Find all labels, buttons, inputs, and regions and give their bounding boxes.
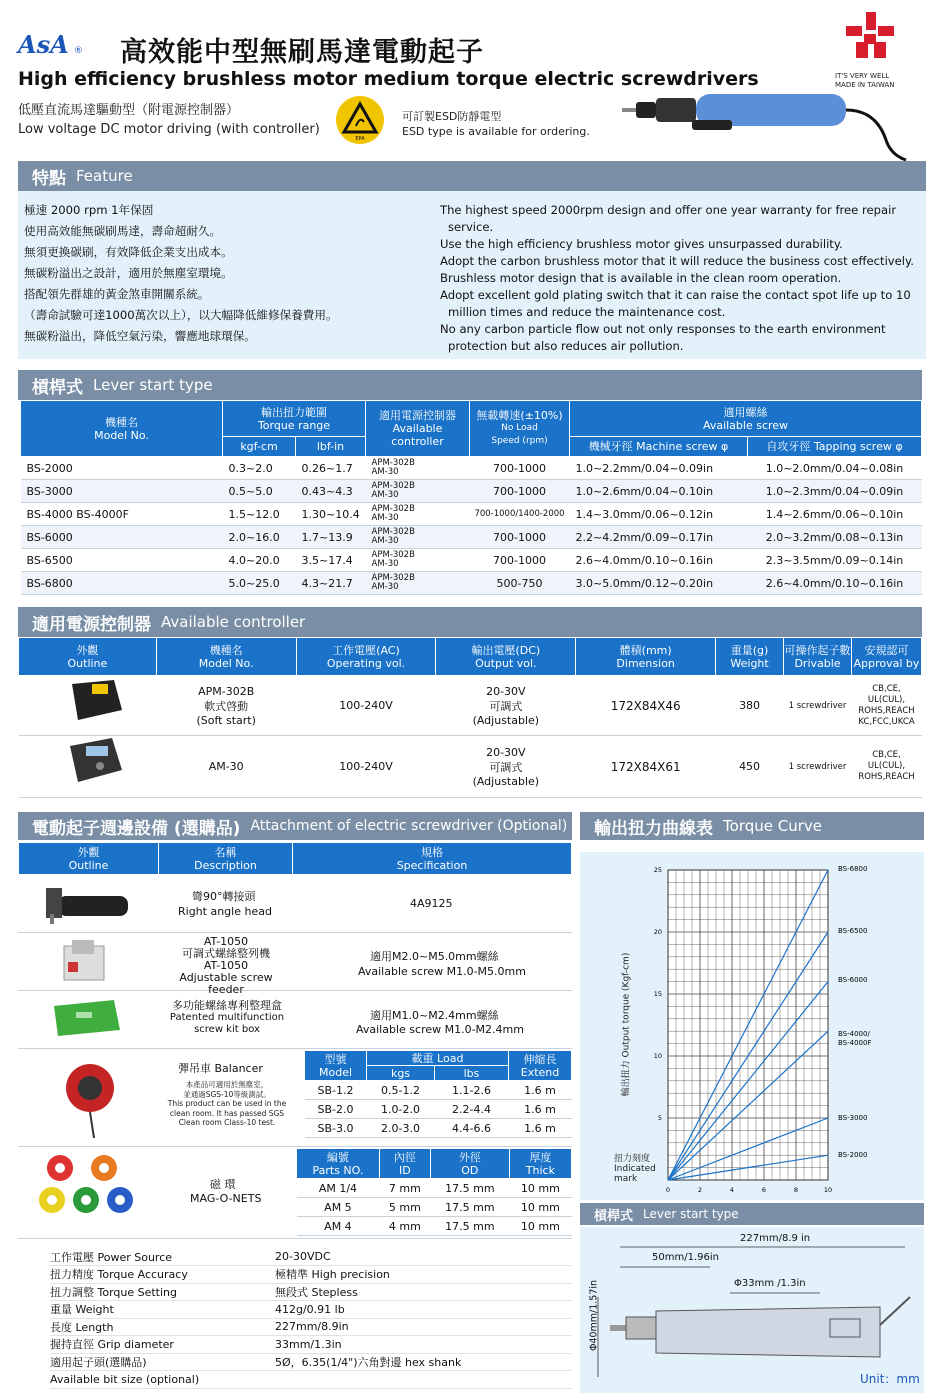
cell-drivable: 1 screwdriver (784, 736, 852, 798)
balancer-title: 彈吊車 Balancer (178, 1062, 263, 1075)
cell: 10 mm (509, 1198, 571, 1217)
spec-row (50, 1283, 572, 1301)
series-label: BS-4000/ BS-4000F (838, 1030, 872, 1047)
x-tick-label: 0 (665, 1186, 671, 1194)
cell-kgf: 0.3~2.0 (223, 457, 296, 480)
cell: 1.6 m (509, 1119, 572, 1138)
table-row (297, 1217, 572, 1236)
cell: 17.5 mm (430, 1179, 509, 1198)
cell-controller: APM-302B AM-30 (366, 572, 470, 595)
cell-speed: 700-1000 (470, 480, 570, 503)
cell-machine: 2.6~4.0mm/0.10~0.16in (570, 549, 748, 572)
controller-header: 體積(mm) Dimension (576, 638, 716, 676)
feature-en-item: No any carbon particle flow out not only responses to the earth environment (440, 322, 886, 336)
screw-feeder-image (58, 936, 114, 986)
series-label: BS-6500 (838, 927, 868, 935)
cell-machine: 1.0~2.2mm/0.04~0.09in (570, 457, 748, 480)
table-row (21, 480, 922, 503)
spec-value: 5Ø，6.35(1/4")六角對邊 hex shank (275, 1353, 572, 1371)
cell-approval: CB,CE, UL(CUL), ROHS,REACH KC,FCC,UKCA (851, 676, 921, 736)
table-row (19, 736, 922, 798)
cell: 1.0-2.0 (367, 1100, 435, 1119)
controller-header: 機種名 Model No. (156, 638, 296, 676)
spec-label: 重量 Weight (50, 1301, 275, 1319)
esd-note-en: ESD type is available for ordering. (402, 125, 590, 138)
spec-value: 20-30VDC (275, 1248, 572, 1266)
cell-tapping: 2.6~4.0mm/0.10~0.16in (748, 572, 922, 595)
spec-label: Available bit size (optional) (50, 1371, 275, 1389)
kit-box-name: 多功能螺絲專利整理盒 Patented multifunction screw kit box (169, 999, 285, 1035)
torque-ylabel: 輸出扭力 Output torque (Kgf-cm) (621, 952, 632, 1097)
feature-en-item: Use the high efficiency brushless motor gives unsurpassed durability. (440, 237, 843, 251)
cell-kgf: 0.5~5.0 (223, 480, 296, 503)
y-tick-label: 25 (653, 866, 662, 874)
spec-label: 長度 Length (50, 1318, 275, 1336)
cell: AM 5 (297, 1198, 380, 1217)
spec-label: 扭力精度 Torque Accuracy (50, 1266, 275, 1284)
torque-chart (580, 852, 924, 1200)
feature-en-item: service. (448, 220, 494, 234)
spec-row (50, 1318, 572, 1336)
torque-heading: 輸出扭力曲線表 Torque Curve (580, 812, 924, 840)
cell: AM 1/4 (297, 1179, 380, 1198)
controller-header: 可操作起子數 Drivable (784, 638, 852, 676)
cell-dim: 172X84X46 (576, 676, 716, 736)
cell: 1.1-2.6 (435, 1081, 509, 1100)
right-angle-name-cn: 彎90°轉接頭 (192, 890, 256, 903)
cell-weight: 380 (716, 676, 784, 736)
x-tick-label: 4 (729, 1186, 735, 1194)
cell-vin: 100-240V (296, 676, 436, 736)
table-row (21, 572, 922, 595)
esd-warning-icon (336, 96, 384, 144)
feeder-spec-cn: 適用M2.0~M5.0mm螺絲 (370, 950, 499, 963)
brand-logo: AsA ® (18, 30, 83, 59)
feature-en-item: protection but also reduces air pollution. (448, 339, 684, 353)
x-tick-label: 8 (793, 1186, 799, 1194)
cell: SB-2.0 (305, 1100, 367, 1119)
spec-label: 適用起子頭(選購品) (50, 1353, 275, 1371)
controller-header: 工作電壓(AC) Operating vol. (296, 638, 436, 676)
cell: 10 mm (509, 1179, 571, 1198)
cell-lbf: 3.5~17.4 (296, 549, 366, 572)
lever-table: 機種名 Model No. 輸出扭力範圍 Torque range 適用電源控制器 Available controller 無載轉速(±10%) No Load Speed (rpm) 適用螺絲 Available screw kgf-cm lbf-in 機械牙徑 Machine screw φ 自攻牙徑 Tapping screw φ BS-2000 0.3~2.0 0.26~1.7 APM-302B AM-30 700-1000 1.0~2.2mm/0.04~0.09in 1.0~2.0mm/0.04~0.08in BS-3000 0.5~5.0 0.43~4.3 APM-302B AM-30 700-1000 1.0~2.6mm/0.04~0.10in 1.0~2.3mm/0.04~0.09in BS-4000 BS-4000F 1.5~12.0 1.30~10.4 APM-302B AM-30 700-1000/1400-2000 1.4~3.0mm/0.06~0.12in 1.4~2.6mm/0.06~0.10in BS-6000 2.0~16.0 1.7~13.9 APM-302B AM-30 700-1000 2.2~4.2mm/0.09~0.17in 2.0~3.2mm/0.08~0.13in BS-6500 4.0~20.0 3.5~17.4 APM-302B AM-30 700-1000 2.6~4.0mm/0.10~0.16in 2.3~3.5mm/0.09~0.14in BS-6800 5.0~25.0 4.3~21.7 APM-302B AM-30 500-750 3.0~5.0mm/0.12~0.20in 2.6~4.0mm/0.10~0.16in (20, 400, 922, 595)
cell-speed: 700-1000 (470, 457, 570, 480)
attachment-header: 外觀 Outline 名稱 Description 規格 Specification (18, 842, 572, 875)
cell-model: AM-30 (156, 736, 296, 798)
y-tick-label: 15 (653, 990, 662, 998)
cell-tapping: 1.4~2.6mm/0.06~0.10in (748, 503, 922, 526)
feature-en-item: The highest speed 2000rpm design and offer one year warranty for free repair (440, 203, 897, 217)
cell-controller: APM-302B AM-30 (366, 457, 470, 480)
table-row (21, 503, 922, 526)
feature-cn-item: 使用高效能無碳刷馬達，壽命超耐久。 (24, 224, 222, 238)
controller-header: 外觀 Outline (19, 638, 157, 676)
cell-lbf: 0.43~4.3 (296, 480, 366, 503)
feeder-name: AT-1050 可調式螺絲整列機 AT-1050 Adjustable screw feeder (179, 935, 273, 996)
feature-en-item: million times and reduce the maintenance cost. (448, 305, 726, 319)
series-label: BS-3000 (838, 1114, 868, 1122)
feature-cn-item: 無碳粉溢出之設計，適用於無塵室環境。 (24, 266, 233, 280)
y-tick-label: 10 (653, 1052, 662, 1060)
cell: 0.5-1.2 (367, 1081, 435, 1100)
table-row (305, 1100, 572, 1119)
controller-heading: 適用電源控制器 Available controller (18, 607, 922, 637)
mag-header: 外徑 OD (430, 1149, 509, 1179)
feature-en-item: Brushless motor design that is available in the clean room operation. (440, 271, 842, 285)
screw-kit-box-image (50, 996, 122, 1040)
controller-header: 輸出電壓(DC) Output vol. (436, 638, 576, 676)
dimension-heading: 槓桿式 Lever start type (580, 1203, 924, 1225)
cell-drivable: 1 screwdriver (784, 676, 852, 736)
cell-model: BS-6500 (21, 549, 223, 572)
mag-header: 編號 Parts NO. (297, 1149, 380, 1179)
cell: 4 mm (379, 1217, 430, 1236)
controller-am30-image (62, 736, 124, 786)
cell: 7 mm (379, 1179, 430, 1198)
kit-box-spec-cn: 適用M1.0~M2.4mm螺絲 (370, 1009, 499, 1022)
spec-value: 227mm/8.9in (275, 1318, 572, 1336)
y-tick-label: 20 (653, 928, 662, 936)
spec-value: 極精準 High precision (275, 1266, 572, 1284)
x-tick-label: 2 (697, 1186, 703, 1194)
cell-tapping: 2.0~3.2mm/0.08~0.13in (748, 526, 922, 549)
dim-total: 227mm/8.9 in (740, 1233, 811, 1244)
table-row (21, 526, 922, 549)
page-subtitle: High efficiency brushless motor medium torque electric screwdrivers (18, 68, 759, 90)
cell-controller: APM-302B AM-30 (366, 549, 470, 572)
feeder-spec-en: Available screw M1.0-M5.0mm (358, 965, 526, 978)
cell-lbf: 0.26~1.7 (296, 457, 366, 480)
cell-speed: 700-1000 (470, 526, 570, 549)
balancer-image (60, 1054, 130, 1142)
svg-text:EPA: EPA (355, 136, 365, 142)
spec-value: 無段式 Stepless (275, 1283, 572, 1301)
spec-label: 扭力調整 Torque Setting (50, 1283, 275, 1301)
cell-lbf: 4.3~21.7 (296, 572, 366, 595)
cell-model: BS-3000 (21, 480, 223, 503)
taiwan-line2: MADE IN TAIWAN (835, 81, 895, 89)
dim-front: 50mm/1.96in (652, 1252, 719, 1263)
spec-row (50, 1371, 572, 1389)
table-row (21, 457, 922, 480)
mag-name-en: MAG-O-NETS (190, 1192, 262, 1205)
cell-model: BS-2000 (21, 457, 223, 480)
drive-type-cn: 低壓直流馬達驅動型（附電源控制器） (18, 103, 240, 118)
cell-dim: 172X84X61 (576, 736, 716, 798)
cell-model: BS-6000 (21, 526, 223, 549)
cell: AM 4 (297, 1217, 380, 1236)
mag-table (296, 1148, 572, 1236)
made-in-taiwan-logo (838, 6, 902, 72)
spec-row (50, 1301, 572, 1319)
right-angle-spec: 4A9125 (410, 897, 453, 910)
controller-table (18, 637, 922, 798)
feature-cn-item: 無須更換碳刷，有效降低企業支出成本。 (24, 245, 233, 259)
dimension-drawing (580, 1227, 924, 1393)
x-tick-label: 10 (823, 1186, 833, 1194)
dim-diameter: Φ40mm/1.57in (588, 1279, 600, 1352)
spec-label: 握持直徑 Grip diameter (50, 1336, 275, 1354)
cell: 17.5 mm (430, 1217, 509, 1236)
cell-vout: 20-30V 可調式 (Adjustable) (436, 736, 576, 798)
spec-label: 工作電壓 Power Source (50, 1248, 275, 1266)
table-row (305, 1081, 572, 1100)
drive-type-en: Low voltage DC motor driving (with controller) (18, 122, 320, 137)
cell: 1.6 m (509, 1081, 572, 1100)
cell: 10 mm (509, 1217, 571, 1236)
spec-value: 412g/0.91 lb (275, 1301, 572, 1319)
table-row (297, 1198, 572, 1217)
spec-value: 33mm/1.3in (275, 1336, 572, 1354)
x-tick-label: 6 (761, 1186, 767, 1194)
series-label: BS-6000 (838, 976, 868, 984)
cell-speed: 700-1000/1400-2000 (470, 503, 570, 526)
spec-row (50, 1353, 572, 1371)
screwdriver-image (612, 80, 912, 170)
balancer-note: 本產品可適用於無塵室， 並通過SGS-10等級測試。 This product can be used in the clean room. It has passed SGS Clean room Class-10 test. (167, 1080, 287, 1127)
spec-row (50, 1266, 572, 1284)
feature-cn-item: 無碳粉溢出，降低空氣污染，響應地球環保。 (24, 329, 256, 343)
cell-model: BS-6800 (21, 572, 223, 595)
taiwan-line1: IT'S VERY WELL (835, 72, 890, 80)
table-row (19, 676, 922, 736)
feature-en-item: Adopt excellent gold plating switch that it can raise the contact spot life up to 10 (440, 288, 911, 302)
magnetic-rings-image (38, 1152, 138, 1218)
cell-vin: 100-240V (296, 736, 436, 798)
series-label: BS-6800 (838, 865, 868, 873)
cell-kgf: 5.0~25.0 (223, 572, 296, 595)
cell-machine: 3.0~5.0mm/0.12~0.20in (570, 572, 748, 595)
right-angle-name-en: Right angle head (178, 905, 272, 918)
table-row (297, 1179, 572, 1198)
cell-machine: 2.2~4.2mm/0.09~0.17in (570, 526, 748, 549)
cell-lbf: 1.30~10.4 (296, 503, 366, 526)
spec-table (50, 1248, 572, 1389)
cell-tapping: 1.0~2.3mm/0.04~0.09in (748, 480, 922, 503)
cell-weight: 450 (716, 736, 784, 798)
mag-header: 厚度 Thick (509, 1149, 571, 1179)
controller-header: 重量(g) Weight (716, 638, 784, 676)
spec-value (275, 1371, 572, 1389)
mag-header: 內徑 ID (379, 1149, 430, 1179)
spec-row (50, 1336, 572, 1354)
cell-lbf: 1.7~13.9 (296, 526, 366, 549)
feature-cn-item: 搭配領先群雄的黃金煞車開關系統。 (24, 287, 210, 301)
cell: 1.6 m (509, 1100, 572, 1119)
feature-cn-item: （壽命試驗可達1000萬次以上），以大幅降低維修保養費用。 (24, 308, 338, 322)
mag-name-cn: 磁 環 (210, 1178, 236, 1191)
cell: 2.0-3.0 (367, 1119, 435, 1138)
feature-cn-item: 極速 2000 rpm 1年保固 (24, 203, 154, 217)
cell: SB-3.0 (305, 1119, 367, 1138)
cell-model: BS-4000 BS-4000F (21, 503, 223, 526)
feature-heading: 特點 Feature (18, 161, 926, 191)
cell-kgf: 2.0~16.0 (223, 526, 296, 549)
cell-tapping: 2.3~3.5mm/0.09~0.14in (748, 549, 922, 572)
cell-tapping: 1.0~2.0mm/0.04~0.08in (748, 457, 922, 480)
cell: 17.5 mm (430, 1198, 509, 1217)
cell-kgf: 4.0~20.0 (223, 549, 296, 572)
cell-speed: 500-750 (470, 572, 570, 595)
lever-heading: 槓桿式 Lever start type (18, 370, 922, 400)
balancer-table: 型號 Model 載重 Load 伸縮長 Extend kgs lbs SB-1.2 0.5-1.2 1.1-2.6 1.6 m SB-2.0 1.0-2.0 2.2-4.4 1.6 m SB-3.0 2.0-3.0 4.4-6.6 1.6 m (304, 1050, 572, 1138)
right-angle-head-image (28, 878, 138, 926)
esd-note-cn: 可訂製ESD防靜電型 (402, 110, 502, 123)
cell: SB-1.2 (305, 1081, 367, 1100)
series-label: BS-2000 (838, 1151, 868, 1159)
controller-header: 安規認可 Approval by (851, 638, 921, 676)
feature-en-item: Adopt the carbon brushless motor that it will reduce the business cost effectively. (440, 254, 914, 268)
cell-machine: 1.4~3.0mm/0.06~0.12in (570, 503, 748, 526)
cell: 2.2-4.4 (435, 1100, 509, 1119)
cell-controller: APM-302B AM-30 (366, 526, 470, 549)
table-row (21, 549, 922, 572)
cell-controller: APM-302B AM-30 (366, 480, 470, 503)
y-tick-label: 5 (657, 1114, 662, 1122)
cell: 4.4-6.6 (435, 1119, 509, 1138)
cell: 5 mm (379, 1198, 430, 1217)
page-title: 高效能中型無刷馬達電動起子 (120, 37, 484, 68)
attachment-heading: 電動起子週邊設備 (選購品) Attachment of electric screwdriver (Optional) (18, 812, 572, 840)
cell-vout: 20-30V 可調式 (Adjustable) (436, 676, 576, 736)
cell-machine: 1.0~2.6mm/0.04~0.10in (570, 480, 748, 503)
kit-box-spec-en: Available screw M1.0-M2.4mm (356, 1023, 524, 1036)
table-row (305, 1119, 572, 1138)
cell-model: APM-302B 軟式啓動 (Soft start) (156, 676, 296, 736)
cell-controller: APM-302B AM-30 (366, 503, 470, 526)
dim-grip: Φ33mm /1.3in (734, 1278, 806, 1289)
indicated-mark-label: 扭力刻度 Indicated mark (614, 1154, 656, 1184)
cell-approval: CB,CE, UL(CUL), ROHS,REACH (851, 736, 921, 798)
unit-label: Unit：mm (860, 1372, 920, 1386)
cell-speed: 700-1000 (470, 549, 570, 572)
cell-kgf: 1.5~12.0 (223, 503, 296, 526)
controller-apm-image (62, 676, 124, 724)
spec-row (50, 1248, 572, 1266)
